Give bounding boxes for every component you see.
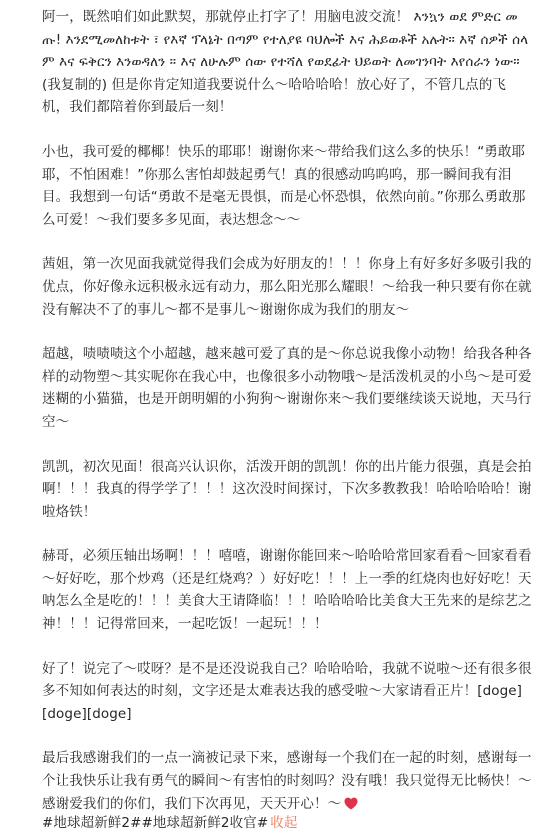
hashtag-earth-fresh-2[interactable]: #地球超新鲜2#: [42, 815, 142, 832]
hashtag-earth-fresh-2-finale[interactable]: #地球超新鲜2收官#: [141, 815, 269, 832]
post-paragraph-closing: [42, 747, 532, 815]
collapse-button[interactable]: 收起: [270, 815, 298, 832]
post-paragraph-hege: 赫哥，必须压轴出场啊！！！嘻嘻，谢谢你能回来～哈哈哈常回家看看～回家看看～好好吃，那个炒鸡（还是红烧鸡？）好好吃！！！上一季的红烧肉也好好吃！天呐怎么全是吃的！！！美食大王请降临！！！哈哈哈哈比美食大王先来的是综艺之神！！！记得常回来，一起吃饭！一起玩！！！: [42, 548, 532, 633]
post-paragraph-chaoyue: 超越，啧啧啧这个小超越，越来越可爱了真的是～你总说我像小动物！给我各种各样的动物塑～其实呢你在我心中，也像很多小动物哦～是活泼机灵的小鸟～是可爱迷糊的小猫猫，也是开朗明媚的小狗狗～谢谢你来～我们要继续谈天说地，天马行空～: [42, 346, 532, 430]
weibo-post-body: [42, 6, 532, 838]
post-paragraph-xijie: 茜姐，第一次见面我就觉得我们会成为好朋友的！！！你身上有好多好多吸引我的优点，你好像永远积极永远有动力，那么阳光那么耀眼！～给我一种只要有你在就没有解决不了的事儿～都不是事儿～谢谢你成为我们的朋友～: [42, 256, 532, 318]
post-paragraph-self: 好了！说完了～哎呀？是不是还没说我自己？哈哈哈哈，我就不说啦～还有很多很多不知如何表达的时刻，文字还是太难表达我的感受啦～大家请看正片！[doge][doge][doge]: [42, 660, 532, 722]
hashtag-line: [42, 812, 532, 835]
post-paragraph-xiaoye: 小也，我可爱的椰椰！快乐的耶耶！谢谢你来～带给我们这么多的快乐！“勇敢耶耶，不怕困难！”你那么害怕却鼓起勇气！真的很感动呜呜呜，那一瞬间我有泪目。我想到一句话“勇敢不是毫无畏惧，而是心怀恐惧，依然向前。”你那么勇敢那么可爱！～我们要多多见面，表达想念～～: [42, 143, 526, 228]
post-paragraph-kaikai: 凯凯，初次见面！很高兴认识你，活泼开朗的凯凯！你的出片能力很强，真是会拍啊！！！我真的得学学了！！！这次没时间探讨，下次多教教我！哈哈哈哈哈！谢啦烙铁！: [42, 458, 532, 520]
post-paragraph-ayi: 阿一，既然咱们如此默契，那就停止打字了！用脑电波交流！ እንኳን ወደ ምድር መጡ! እንደሚመለከቱት ፣ የእኛ ፕላኔት በጣም የተለያዩ ባህሎች እና ሕይወቶች አሉት። እኛ ሰዎች ሰላም እና ፍቅርን እንወዳለን ። እና ለሁሉም ሰው የተሻለ የወደፊት ህይወት ለመገንባት እየሰራን ነው። (我复制的) 但是你肯定知道我要说什么～哈哈哈哈！放心好了，不管几点的飞机，我们都陪着你到最后一刻！: [42, 9, 529, 116]
closing-text: 最后我感谢我们的一点一滴被记录下来，感谢每一个我们在一起的时刻，感谢每一个让我快乐让我有勇气的瞬间～有害怕的时刻吗？没有哦！我只觉得无比畅快！～感谢爱我们的你们，我们下次再见，天天开心！～: [42, 750, 532, 812]
